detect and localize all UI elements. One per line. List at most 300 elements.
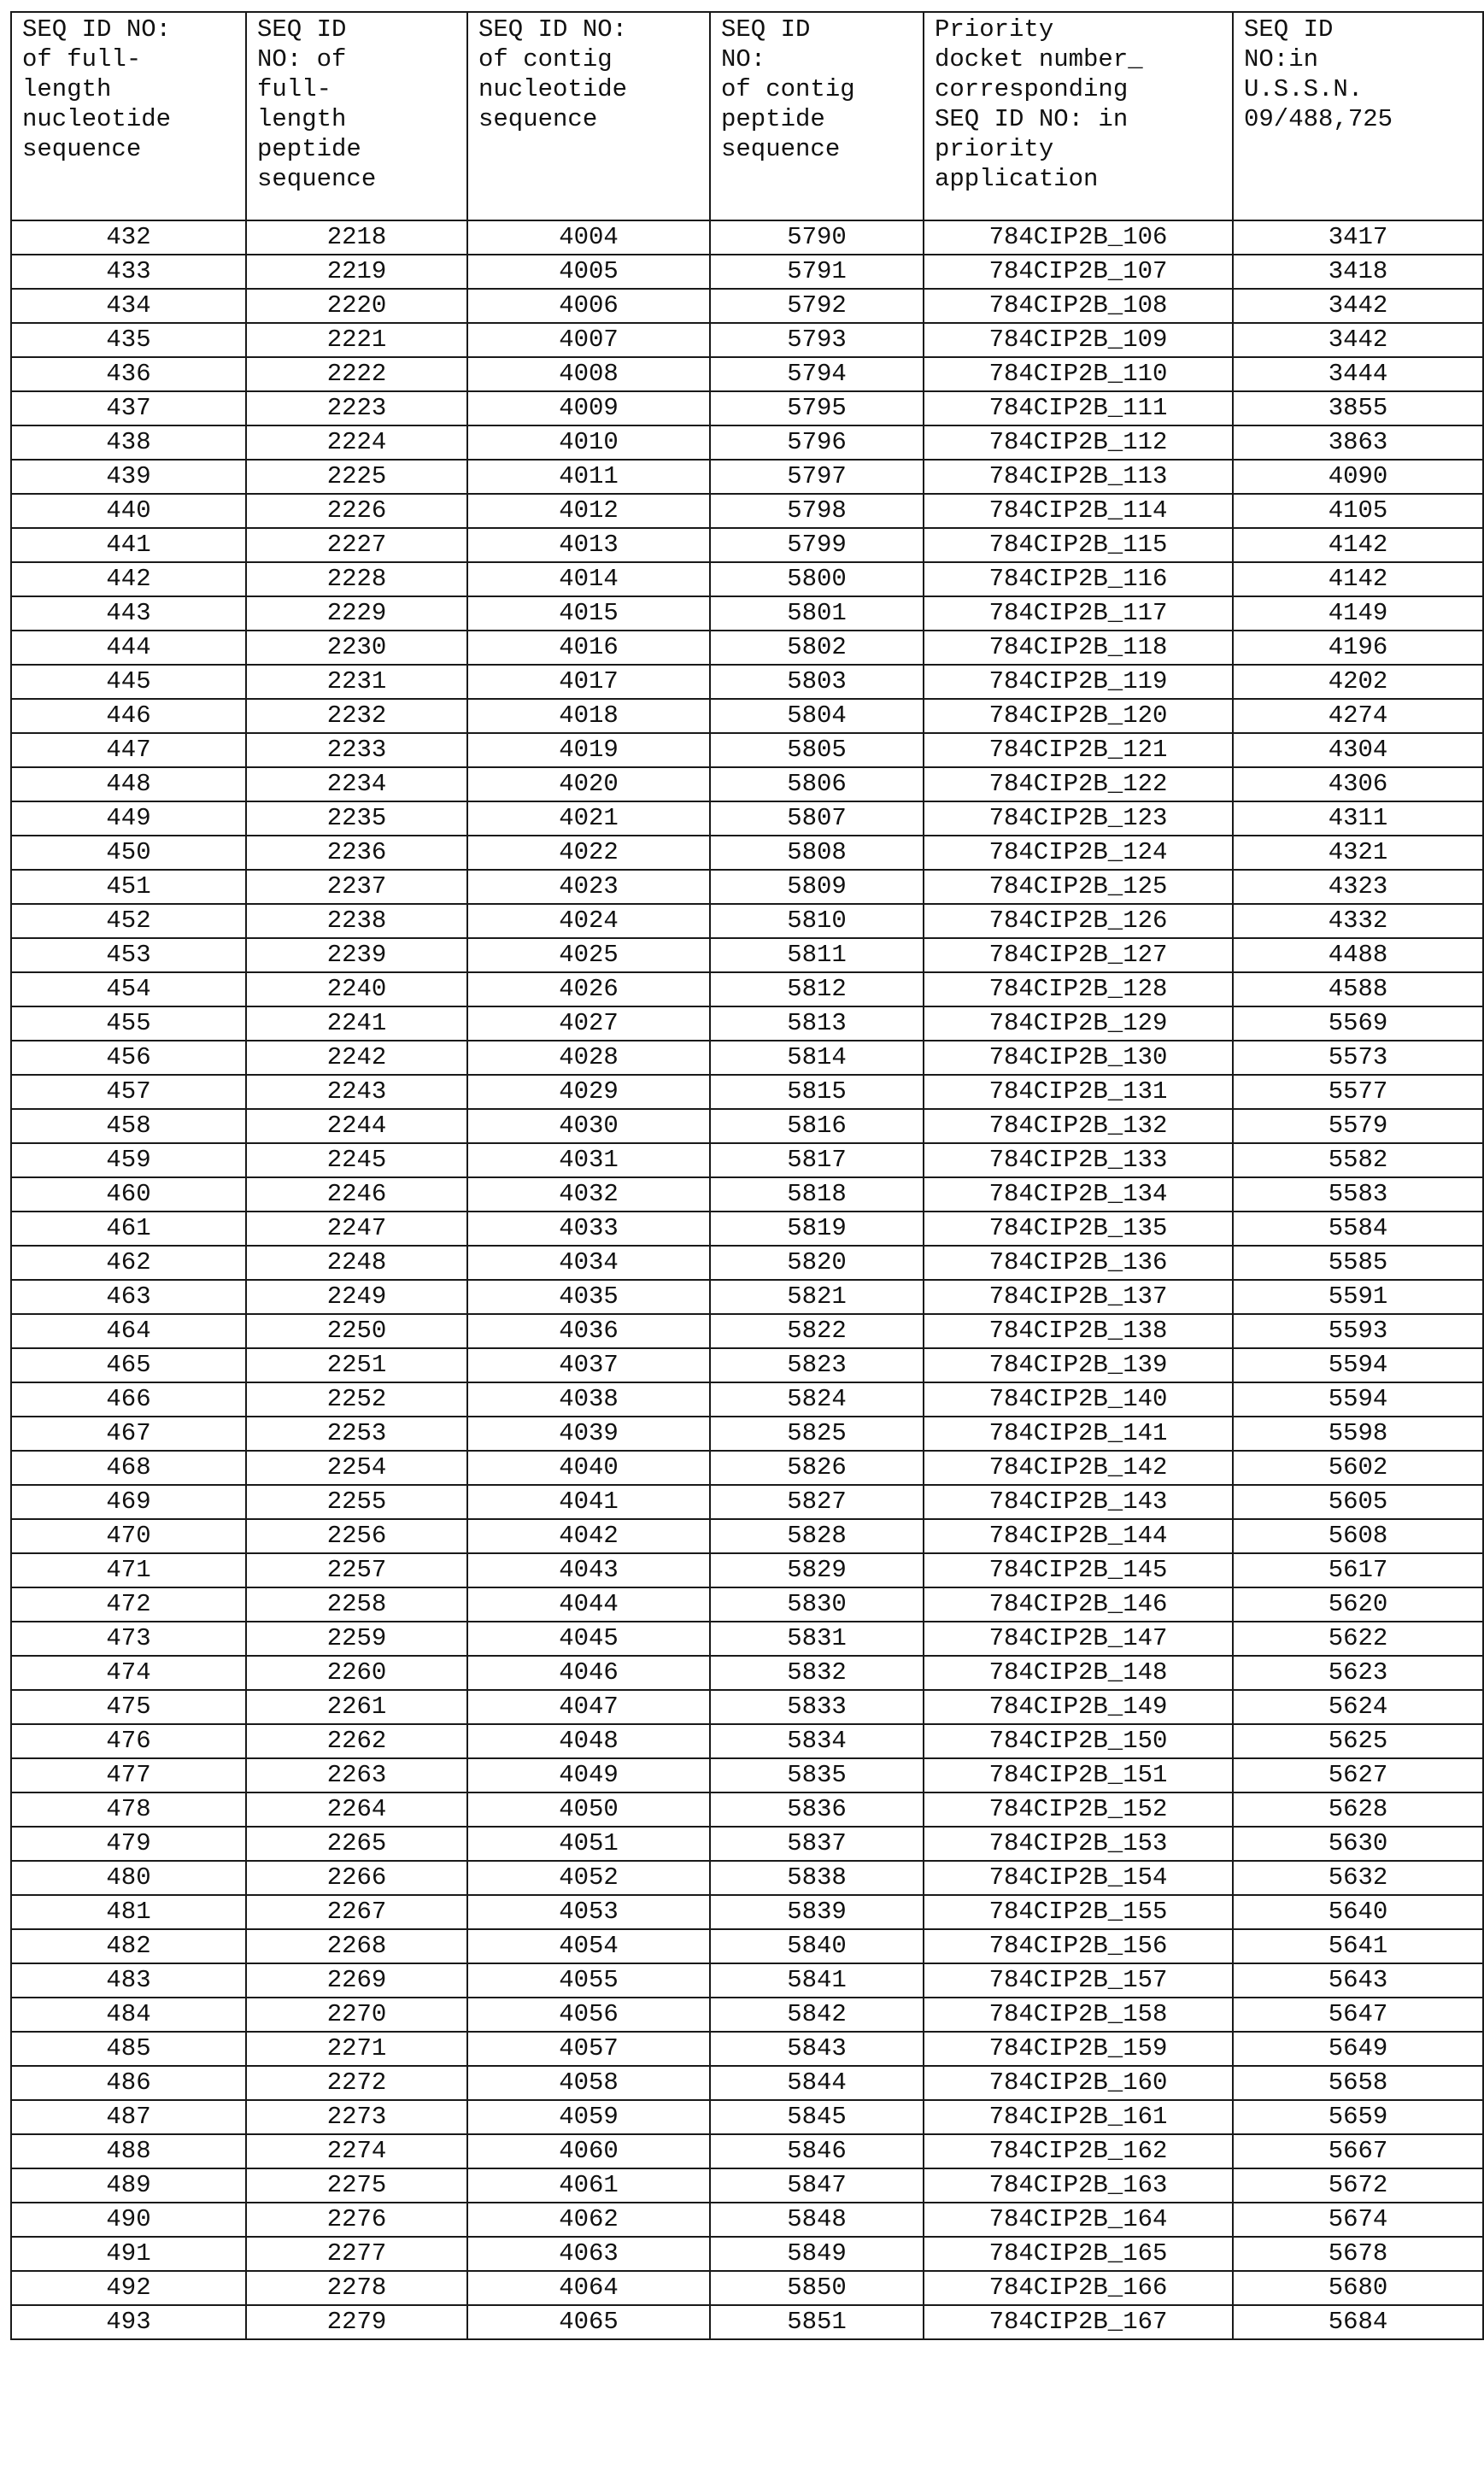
table-row (11, 1963, 1483, 1998)
table-body (11, 220, 1483, 2339)
cell-priority-docket-number: 784CIP2B_158 (924, 1998, 1233, 2032)
table-row (11, 1792, 1483, 1827)
cell-contig-peptide-seq-id: 5804 (710, 699, 924, 733)
cell-contig-peptide-seq-id: 5845 (710, 2100, 924, 2134)
table-row (11, 357, 1483, 391)
table-row (11, 2134, 1483, 2168)
cell-contig-nucleotide-seq-id: 4031 (467, 1143, 710, 1177)
cell-full-length-nucleotide-seq-id: 486 (11, 2066, 246, 2100)
cell-priority-docket-number: 784CIP2B_109 (924, 323, 1233, 357)
cell-priority-docket-number: 784CIP2B_119 (924, 665, 1233, 699)
cell-contig-nucleotide-seq-id: 4065 (467, 2305, 710, 2339)
cell-priority-docket-number: 784CIP2B_108 (924, 289, 1233, 323)
cell-ussn-seq-id: 5620 (1233, 1587, 1483, 1622)
cell-full-length-peptide-seq-id: 2257 (246, 1553, 467, 1587)
cell-ussn-seq-id: 4202 (1233, 665, 1483, 699)
table-row (11, 2066, 1483, 2100)
cell-contig-nucleotide-seq-id: 4005 (467, 255, 710, 289)
table-row (11, 323, 1483, 357)
table-row (11, 1246, 1483, 1280)
cell-full-length-peptide-seq-id: 2264 (246, 1792, 467, 1827)
cell-full-length-nucleotide-seq-id: 468 (11, 1451, 246, 1485)
cell-contig-peptide-seq-id: 5840 (710, 1929, 924, 1963)
cell-ussn-seq-id: 5585 (1233, 1246, 1483, 1280)
cell-full-length-peptide-seq-id: 2223 (246, 391, 467, 425)
cell-priority-docket-number: 784CIP2B_161 (924, 2100, 1233, 2134)
cell-contig-peptide-seq-id: 5842 (710, 1998, 924, 2032)
cell-priority-docket-number: 784CIP2B_145 (924, 1553, 1233, 1587)
cell-contig-peptide-seq-id: 5846 (710, 2134, 924, 2168)
cell-priority-docket-number: 784CIP2B_155 (924, 1895, 1233, 1929)
cell-ussn-seq-id: 5617 (1233, 1553, 1483, 1587)
cell-ussn-seq-id: 4306 (1233, 767, 1483, 801)
cell-contig-peptide-seq-id: 5819 (710, 1212, 924, 1246)
cell-contig-peptide-seq-id: 5807 (710, 801, 924, 836)
cell-priority-docket-number: 784CIP2B_131 (924, 1075, 1233, 1109)
cell-ussn-seq-id: 5579 (1233, 1109, 1483, 1143)
cell-contig-nucleotide-seq-id: 4006 (467, 289, 710, 323)
cell-full-length-nucleotide-seq-id: 489 (11, 2168, 246, 2203)
cell-contig-nucleotide-seq-id: 4062 (467, 2203, 710, 2237)
cell-ussn-seq-id: 5658 (1233, 2066, 1483, 2100)
table-row (11, 904, 1483, 938)
cell-ussn-seq-id: 5583 (1233, 1177, 1483, 1212)
cell-full-length-peptide-seq-id: 2265 (246, 1827, 467, 1861)
cell-priority-docket-number: 784CIP2B_123 (924, 801, 1233, 836)
header-contig-nucleotide-seq-id: SEQ ID NO: of contig nucleotide sequence (467, 12, 710, 220)
cell-contig-nucleotide-seq-id: 4012 (467, 494, 710, 528)
cell-full-length-peptide-seq-id: 2270 (246, 1998, 467, 2032)
cell-ussn-seq-id: 4142 (1233, 562, 1483, 596)
cell-full-length-nucleotide-seq-id: 487 (11, 2100, 246, 2134)
cell-full-length-nucleotide-seq-id: 474 (11, 1656, 246, 1690)
cell-contig-peptide-seq-id: 5801 (710, 596, 924, 631)
table-row (11, 562, 1483, 596)
cell-priority-docket-number: 784CIP2B_144 (924, 1519, 1233, 1553)
cell-ussn-seq-id: 4196 (1233, 631, 1483, 665)
cell-contig-nucleotide-seq-id: 4058 (467, 2066, 710, 2100)
table-row (11, 1109, 1483, 1143)
cell-priority-docket-number: 784CIP2B_106 (924, 220, 1233, 255)
cell-full-length-nucleotide-seq-id: 448 (11, 767, 246, 801)
cell-full-length-peptide-seq-id: 2276 (246, 2203, 467, 2237)
cell-full-length-nucleotide-seq-id: 454 (11, 972, 246, 1006)
cell-contig-peptide-seq-id: 5820 (710, 1246, 924, 1280)
cell-contig-peptide-seq-id: 5825 (710, 1417, 924, 1451)
cell-full-length-nucleotide-seq-id: 455 (11, 1006, 246, 1041)
cell-contig-nucleotide-seq-id: 4027 (467, 1006, 710, 1041)
cell-priority-docket-number: 784CIP2B_153 (924, 1827, 1233, 1861)
table-row (11, 801, 1483, 836)
cell-ussn-seq-id: 3417 (1233, 220, 1483, 255)
cell-full-length-nucleotide-seq-id: 484 (11, 1998, 246, 2032)
cell-contig-nucleotide-seq-id: 4052 (467, 1861, 710, 1895)
cell-ussn-seq-id: 5608 (1233, 1519, 1483, 1553)
cell-full-length-peptide-seq-id: 2271 (246, 2032, 467, 2066)
table-row (11, 255, 1483, 289)
table-row (11, 1553, 1483, 1587)
cell-full-length-nucleotide-seq-id: 467 (11, 1417, 246, 1451)
cell-ussn-seq-id: 5659 (1233, 2100, 1483, 2134)
cell-full-length-peptide-seq-id: 2262 (246, 1724, 467, 1758)
cell-full-length-peptide-seq-id: 2246 (246, 1177, 467, 1212)
table-row (11, 2305, 1483, 2339)
cell-full-length-nucleotide-seq-id: 476 (11, 1724, 246, 1758)
cell-full-length-peptide-seq-id: 2272 (246, 2066, 467, 2100)
cell-priority-docket-number: 784CIP2B_151 (924, 1758, 1233, 1792)
cell-contig-peptide-seq-id: 5843 (710, 2032, 924, 2066)
cell-full-length-peptide-seq-id: 2252 (246, 1382, 467, 1417)
table-row (11, 1690, 1483, 1724)
cell-contig-peptide-seq-id: 5833 (710, 1690, 924, 1724)
cell-ussn-seq-id: 5632 (1233, 1861, 1483, 1895)
cell-contig-nucleotide-seq-id: 4051 (467, 1827, 710, 1861)
table-row (11, 1929, 1483, 1963)
cell-priority-docket-number: 784CIP2B_163 (924, 2168, 1233, 2203)
cell-contig-peptide-seq-id: 5828 (710, 1519, 924, 1553)
cell-full-length-peptide-seq-id: 2242 (246, 1041, 467, 1075)
cell-ussn-seq-id: 4304 (1233, 733, 1483, 767)
cell-full-length-nucleotide-seq-id: 490 (11, 2203, 246, 2237)
cell-full-length-nucleotide-seq-id: 463 (11, 1280, 246, 1314)
cell-contig-peptide-seq-id: 5830 (710, 1587, 924, 1622)
cell-ussn-seq-id: 5624 (1233, 1690, 1483, 1724)
cell-ussn-seq-id: 5680 (1233, 2271, 1483, 2305)
cell-contig-peptide-seq-id: 5837 (710, 1827, 924, 1861)
cell-contig-nucleotide-seq-id: 4009 (467, 391, 710, 425)
cell-contig-nucleotide-seq-id: 4004 (467, 220, 710, 255)
cell-full-length-peptide-seq-id: 2232 (246, 699, 467, 733)
cell-contig-nucleotide-seq-id: 4032 (467, 1177, 710, 1212)
cell-contig-nucleotide-seq-id: 4046 (467, 1656, 710, 1690)
cell-priority-docket-number: 784CIP2B_120 (924, 699, 1233, 733)
cell-full-length-nucleotide-seq-id: 436 (11, 357, 246, 391)
cell-full-length-peptide-seq-id: 2259 (246, 1622, 467, 1656)
cell-contig-peptide-seq-id: 5823 (710, 1348, 924, 1382)
cell-contig-nucleotide-seq-id: 4042 (467, 1519, 710, 1553)
cell-full-length-nucleotide-seq-id: 440 (11, 494, 246, 528)
cell-priority-docket-number: 784CIP2B_113 (924, 460, 1233, 494)
cell-full-length-peptide-seq-id: 2231 (246, 665, 467, 699)
cell-contig-peptide-seq-id: 5813 (710, 1006, 924, 1041)
table-row (11, 494, 1483, 528)
cell-full-length-peptide-seq-id: 2267 (246, 1895, 467, 1929)
cell-priority-docket-number: 784CIP2B_115 (924, 528, 1233, 562)
cell-contig-nucleotide-seq-id: 4038 (467, 1382, 710, 1417)
table-row (11, 631, 1483, 665)
sequence-id-table (10, 11, 1484, 2340)
cell-ussn-seq-id: 5667 (1233, 2134, 1483, 2168)
cell-contig-nucleotide-seq-id: 4056 (467, 1998, 710, 2032)
cell-full-length-peptide-seq-id: 2249 (246, 1280, 467, 1314)
cell-full-length-nucleotide-seq-id: 492 (11, 2271, 246, 2305)
cell-ussn-seq-id: 5623 (1233, 1656, 1483, 1690)
cell-priority-docket-number: 784CIP2B_157 (924, 1963, 1233, 1998)
cell-ussn-seq-id: 5641 (1233, 1929, 1483, 1963)
header-contig-peptide-seq-id: SEQ ID NO: of contig peptide sequence (710, 12, 924, 220)
cell-full-length-nucleotide-seq-id: 450 (11, 836, 246, 870)
cell-full-length-nucleotide-seq-id: 471 (11, 1553, 246, 1587)
document-page (10, 11, 1482, 2340)
cell-full-length-peptide-seq-id: 2225 (246, 460, 467, 494)
cell-contig-nucleotide-seq-id: 4044 (467, 1587, 710, 1622)
cell-full-length-peptide-seq-id: 2268 (246, 1929, 467, 1963)
cell-contig-nucleotide-seq-id: 4022 (467, 836, 710, 870)
cell-ussn-seq-id: 4488 (1233, 938, 1483, 972)
cell-contig-peptide-seq-id: 5844 (710, 2066, 924, 2100)
cell-contig-nucleotide-seq-id: 4050 (467, 1792, 710, 1827)
cell-full-length-nucleotide-seq-id: 480 (11, 1861, 246, 1895)
cell-full-length-nucleotide-seq-id: 437 (11, 391, 246, 425)
table-row (11, 2203, 1483, 2237)
table-row (11, 870, 1483, 904)
cell-contig-peptide-seq-id: 5816 (710, 1109, 924, 1143)
cell-contig-peptide-seq-id: 5814 (710, 1041, 924, 1075)
cell-contig-peptide-seq-id: 5815 (710, 1075, 924, 1109)
cell-contig-peptide-seq-id: 5812 (710, 972, 924, 1006)
cell-full-length-nucleotide-seq-id: 442 (11, 562, 246, 596)
cell-contig-nucleotide-seq-id: 4008 (467, 357, 710, 391)
cell-priority-docket-number: 784CIP2B_138 (924, 1314, 1233, 1348)
cell-contig-nucleotide-seq-id: 4037 (467, 1348, 710, 1382)
cell-contig-nucleotide-seq-id: 4033 (467, 1212, 710, 1246)
cell-full-length-nucleotide-seq-id: 451 (11, 870, 246, 904)
cell-full-length-nucleotide-seq-id: 461 (11, 1212, 246, 1246)
table-row (11, 596, 1483, 631)
cell-ussn-seq-id: 4323 (1233, 870, 1483, 904)
cell-contig-peptide-seq-id: 5803 (710, 665, 924, 699)
cell-contig-peptide-seq-id: 5827 (710, 1485, 924, 1519)
cell-full-length-nucleotide-seq-id: 445 (11, 665, 246, 699)
cell-ussn-seq-id: 4311 (1233, 801, 1483, 836)
table-row (11, 220, 1483, 255)
cell-full-length-nucleotide-seq-id: 473 (11, 1622, 246, 1656)
cell-priority-docket-number: 784CIP2B_112 (924, 425, 1233, 460)
cell-contig-peptide-seq-id: 5826 (710, 1451, 924, 1485)
cell-contig-nucleotide-seq-id: 4010 (467, 425, 710, 460)
table-row (11, 2271, 1483, 2305)
cell-priority-docket-number: 784CIP2B_124 (924, 836, 1233, 870)
cell-ussn-seq-id: 5678 (1233, 2237, 1483, 2271)
cell-ussn-seq-id: 5625 (1233, 1724, 1483, 1758)
cell-contig-peptide-seq-id: 5809 (710, 870, 924, 904)
cell-priority-docket-number: 784CIP2B_122 (924, 767, 1233, 801)
cell-full-length-peptide-seq-id: 2226 (246, 494, 467, 528)
cell-contig-nucleotide-seq-id: 4016 (467, 631, 710, 665)
table-row (11, 733, 1483, 767)
cell-contig-peptide-seq-id: 5832 (710, 1656, 924, 1690)
cell-contig-peptide-seq-id: 5836 (710, 1792, 924, 1827)
cell-priority-docket-number: 784CIP2B_154 (924, 1861, 1233, 1895)
cell-ussn-seq-id: 5594 (1233, 1348, 1483, 1382)
cell-full-length-peptide-seq-id: 2229 (246, 596, 467, 631)
cell-contig-nucleotide-seq-id: 4030 (467, 1109, 710, 1143)
cell-contig-nucleotide-seq-id: 4057 (467, 2032, 710, 2066)
cell-full-length-peptide-seq-id: 2274 (246, 2134, 467, 2168)
cell-priority-docket-number: 784CIP2B_121 (924, 733, 1233, 767)
cell-contig-peptide-seq-id: 5838 (710, 1861, 924, 1895)
cell-ussn-seq-id: 5582 (1233, 1143, 1483, 1177)
cell-contig-nucleotide-seq-id: 4021 (467, 801, 710, 836)
cell-full-length-peptide-seq-id: 2260 (246, 1656, 467, 1690)
table-row (11, 1177, 1483, 1212)
cell-full-length-nucleotide-seq-id: 432 (11, 220, 246, 255)
cell-contig-nucleotide-seq-id: 4007 (467, 323, 710, 357)
cell-full-length-nucleotide-seq-id: 477 (11, 1758, 246, 1792)
table-row (11, 1314, 1483, 1348)
cell-priority-docket-number: 784CIP2B_137 (924, 1280, 1233, 1314)
cell-priority-docket-number: 784CIP2B_136 (924, 1246, 1233, 1280)
cell-priority-docket-number: 784CIP2B_140 (924, 1382, 1233, 1417)
cell-full-length-peptide-seq-id: 2222 (246, 357, 467, 391)
cell-contig-peptide-seq-id: 5806 (710, 767, 924, 801)
cell-priority-docket-number: 784CIP2B_128 (924, 972, 1233, 1006)
cell-full-length-nucleotide-seq-id: 434 (11, 289, 246, 323)
cell-full-length-nucleotide-seq-id: 457 (11, 1075, 246, 1109)
cell-contig-peptide-seq-id: 5808 (710, 836, 924, 870)
cell-full-length-peptide-seq-id: 2278 (246, 2271, 467, 2305)
cell-priority-docket-number: 784CIP2B_133 (924, 1143, 1233, 1177)
cell-contig-peptide-seq-id: 5799 (710, 528, 924, 562)
cell-ussn-seq-id: 5649 (1233, 2032, 1483, 2066)
cell-contig-nucleotide-seq-id: 4014 (467, 562, 710, 596)
cell-ussn-seq-id: 5627 (1233, 1758, 1483, 1792)
cell-contig-nucleotide-seq-id: 4055 (467, 1963, 710, 1998)
cell-contig-nucleotide-seq-id: 4063 (467, 2237, 710, 2271)
cell-priority-docket-number: 784CIP2B_146 (924, 1587, 1233, 1622)
cell-full-length-peptide-seq-id: 2250 (246, 1314, 467, 1348)
cell-contig-nucleotide-seq-id: 4061 (467, 2168, 710, 2203)
cell-priority-docket-number: 784CIP2B_156 (924, 1929, 1233, 1963)
cell-contig-nucleotide-seq-id: 4053 (467, 1895, 710, 1929)
cell-ussn-seq-id: 3418 (1233, 255, 1483, 289)
cell-full-length-peptide-seq-id: 2236 (246, 836, 467, 870)
cell-full-length-peptide-seq-id: 2261 (246, 1690, 467, 1724)
cell-priority-docket-number: 784CIP2B_160 (924, 2066, 1233, 2100)
cell-full-length-peptide-seq-id: 2245 (246, 1143, 467, 1177)
cell-ussn-seq-id: 5584 (1233, 1212, 1483, 1246)
cell-contig-nucleotide-seq-id: 4041 (467, 1485, 710, 1519)
cell-ussn-seq-id: 5672 (1233, 2168, 1483, 2203)
table-row (11, 2032, 1483, 2066)
cell-contig-nucleotide-seq-id: 4026 (467, 972, 710, 1006)
cell-contig-peptide-seq-id: 5796 (710, 425, 924, 460)
cell-contig-peptide-seq-id: 5841 (710, 1963, 924, 1998)
cell-contig-peptide-seq-id: 5817 (710, 1143, 924, 1177)
cell-ussn-seq-id: 4142 (1233, 528, 1483, 562)
cell-full-length-peptide-seq-id: 2275 (246, 2168, 467, 2203)
table-row (11, 1998, 1483, 2032)
cell-full-length-peptide-seq-id: 2230 (246, 631, 467, 665)
cell-ussn-seq-id: 5684 (1233, 2305, 1483, 2339)
cell-full-length-nucleotide-seq-id: 462 (11, 1246, 246, 1280)
cell-contig-nucleotide-seq-id: 4023 (467, 870, 710, 904)
cell-ussn-seq-id: 3444 (1233, 357, 1483, 391)
cell-contig-nucleotide-seq-id: 4024 (467, 904, 710, 938)
cell-contig-peptide-seq-id: 5821 (710, 1280, 924, 1314)
cell-full-length-nucleotide-seq-id: 447 (11, 733, 246, 767)
cell-priority-docket-number: 784CIP2B_129 (924, 1006, 1233, 1041)
cell-full-length-peptide-seq-id: 2247 (246, 1212, 467, 1246)
table-row (11, 1861, 1483, 1895)
cell-priority-docket-number: 784CIP2B_139 (924, 1348, 1233, 1382)
cell-contig-nucleotide-seq-id: 4034 (467, 1246, 710, 1280)
cell-contig-nucleotide-seq-id: 4039 (467, 1417, 710, 1451)
cell-full-length-nucleotide-seq-id: 438 (11, 425, 246, 460)
cell-contig-peptide-seq-id: 5793 (710, 323, 924, 357)
cell-priority-docket-number: 784CIP2B_150 (924, 1724, 1233, 1758)
cell-priority-docket-number: 784CIP2B_152 (924, 1792, 1233, 1827)
cell-full-length-peptide-seq-id: 2273 (246, 2100, 467, 2134)
cell-ussn-seq-id: 5630 (1233, 1827, 1483, 1861)
cell-full-length-peptide-seq-id: 2256 (246, 1519, 467, 1553)
cell-priority-docket-number: 784CIP2B_147 (924, 1622, 1233, 1656)
cell-contig-nucleotide-seq-id: 4060 (467, 2134, 710, 2168)
cell-full-length-peptide-seq-id: 2258 (246, 1587, 467, 1622)
table-row (11, 460, 1483, 494)
cell-full-length-nucleotide-seq-id: 444 (11, 631, 246, 665)
table-row (11, 665, 1483, 699)
cell-full-length-nucleotide-seq-id: 470 (11, 1519, 246, 1553)
cell-ussn-seq-id: 3442 (1233, 289, 1483, 323)
table-row (11, 1382, 1483, 1417)
cell-contig-peptide-seq-id: 5811 (710, 938, 924, 972)
cell-full-length-nucleotide-seq-id: 488 (11, 2134, 246, 2168)
cell-full-length-peptide-seq-id: 2234 (246, 767, 467, 801)
cell-ussn-seq-id: 5591 (1233, 1280, 1483, 1314)
cell-full-length-peptide-seq-id: 2233 (246, 733, 467, 767)
cell-contig-peptide-seq-id: 5822 (710, 1314, 924, 1348)
cell-contig-peptide-seq-id: 5848 (710, 2203, 924, 2237)
cell-full-length-nucleotide-seq-id: 482 (11, 1929, 246, 1963)
cell-priority-docket-number: 784CIP2B_110 (924, 357, 1233, 391)
cell-priority-docket-number: 784CIP2B_148 (924, 1656, 1233, 1690)
header-ussn-seq-id: SEQ ID NO:in U.S.S.N. 09/488,725 (1233, 12, 1483, 220)
cell-priority-docket-number: 784CIP2B_107 (924, 255, 1233, 289)
header-row (11, 12, 1483, 220)
cell-priority-docket-number: 784CIP2B_143 (924, 1485, 1233, 1519)
cell-priority-docket-number: 784CIP2B_116 (924, 562, 1233, 596)
cell-full-length-peptide-seq-id: 2255 (246, 1485, 467, 1519)
cell-contig-nucleotide-seq-id: 4018 (467, 699, 710, 733)
cell-contig-nucleotide-seq-id: 4054 (467, 1929, 710, 1963)
cell-contig-peptide-seq-id: 5802 (710, 631, 924, 665)
cell-full-length-nucleotide-seq-id: 491 (11, 2237, 246, 2271)
cell-contig-nucleotide-seq-id: 4017 (467, 665, 710, 699)
cell-full-length-peptide-seq-id: 2238 (246, 904, 467, 938)
cell-full-length-nucleotide-seq-id: 493 (11, 2305, 246, 2339)
cell-full-length-peptide-seq-id: 2251 (246, 1348, 467, 1382)
cell-full-length-peptide-seq-id: 2220 (246, 289, 467, 323)
cell-full-length-nucleotide-seq-id: 481 (11, 1895, 246, 1929)
cell-contig-nucleotide-seq-id: 4028 (467, 1041, 710, 1075)
cell-full-length-nucleotide-seq-id: 443 (11, 596, 246, 631)
table-header (11, 12, 1483, 220)
table-row (11, 1656, 1483, 1690)
cell-contig-nucleotide-seq-id: 4040 (467, 1451, 710, 1485)
table-row (11, 425, 1483, 460)
table-row (11, 1348, 1483, 1382)
cell-full-length-peptide-seq-id: 2263 (246, 1758, 467, 1792)
cell-full-length-nucleotide-seq-id: 475 (11, 1690, 246, 1724)
cell-contig-nucleotide-seq-id: 4029 (467, 1075, 710, 1109)
cell-full-length-peptide-seq-id: 2269 (246, 1963, 467, 1998)
header-full-length-peptide-seq-id: SEQ ID NO: of full- length peptide sequence (246, 12, 467, 220)
cell-full-length-nucleotide-seq-id: 460 (11, 1177, 246, 1212)
cell-priority-docket-number: 784CIP2B_164 (924, 2203, 1233, 2237)
table-row (11, 1041, 1483, 1075)
table-row (11, 1006, 1483, 1041)
